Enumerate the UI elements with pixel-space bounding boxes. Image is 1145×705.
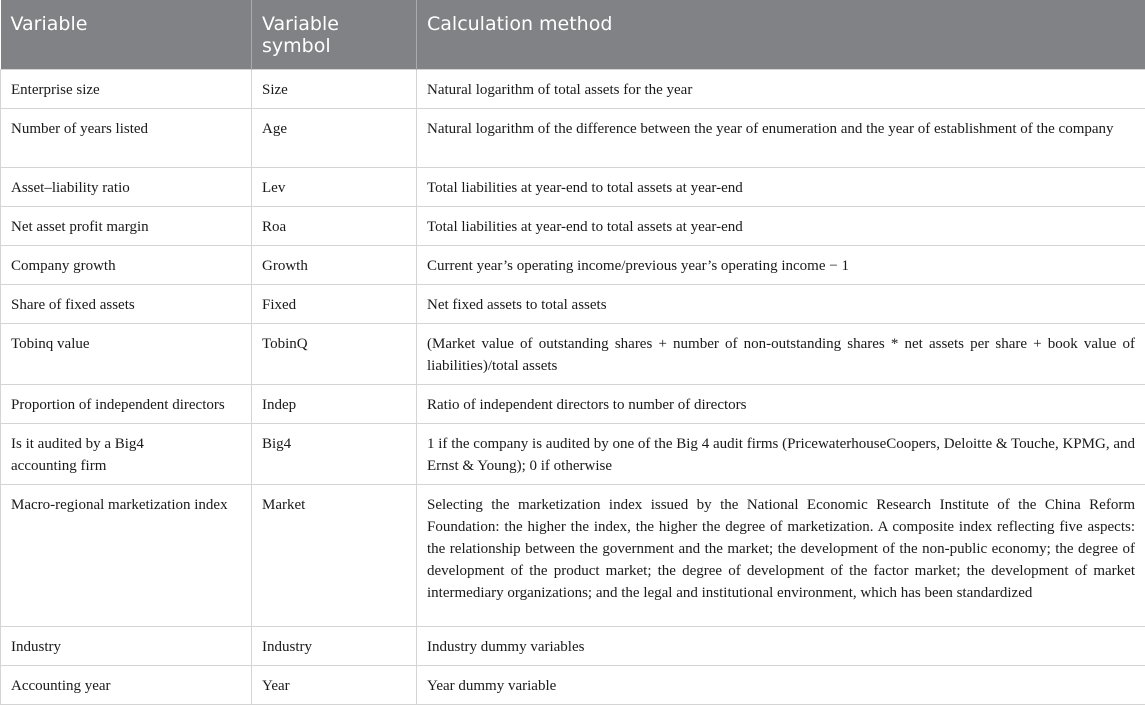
symbol-cell: Growth (252, 246, 417, 285)
method-cell: Natural logarithm of the difference between the year of enumeration and the year of establishment of the company (417, 109, 1145, 168)
method-cell: Total liabilities at year-end to total assets at year-end (417, 207, 1145, 246)
symbol-cell: Indep (252, 385, 417, 424)
table-header (1, 0, 1145, 70)
symbol-cell: Fixed (252, 285, 417, 324)
symbol-cell: Market (252, 485, 417, 627)
header-row (1, 0, 1145, 70)
table-row (1, 385, 1145, 424)
variable-cell: Proportion of independent directors (1, 385, 252, 424)
header-calculation-method: Calculation method (417, 0, 1145, 70)
table-row (1, 109, 1145, 168)
table-row (1, 627, 1145, 666)
method-cell: Ratio of independent directors to number of directors (417, 385, 1145, 424)
variable-cell: Tobinq value (1, 324, 252, 385)
table-row (1, 246, 1145, 285)
symbol-cell: Year (252, 666, 417, 705)
method-cell: Industry dummy variables (417, 627, 1145, 666)
variable-cell: Asset–liability ratio (1, 168, 252, 207)
table-row (1, 207, 1145, 246)
variable-cell: Share of fixed assets (1, 285, 252, 324)
symbol-cell: Size (252, 70, 417, 109)
header-variable: Variable (1, 0, 252, 70)
method-cell: Total liabilities at year-end to total assets at year-end (417, 168, 1145, 207)
method-cell: Natural logarithm of total assets for the year (417, 70, 1145, 109)
variable-cell: Macro-regional marketization index (1, 485, 252, 627)
symbol-cell: Industry (252, 627, 417, 666)
symbol-cell: Age (252, 109, 417, 168)
symbol-cell: Roa (252, 207, 417, 246)
method-cell: Current year’s operating income/previous year’s operating income − 1 (417, 246, 1145, 285)
variable-cell: Net asset profit margin (1, 207, 252, 246)
variable-cell: Accounting year (1, 666, 252, 705)
header-variable-symbol: Variable symbol (252, 0, 417, 70)
table-row (1, 424, 1145, 485)
method-cell: 1 if the company is audited by one of the Big 4 audit firms (PricewaterhouseCoopers, Deloitte & Touche, KPMG, and Ernst & Young); 0 if otherwise (417, 424, 1145, 485)
symbol-cell: TobinQ (252, 324, 417, 385)
method-cell: Selecting the marketization index issued by the National Economic Research Institute of the China Reform Foundation: the higher the index, the higher the degree of marketization. A composite index reflecting five aspects: the relationship between the government and the market; the development of the non-public economy; the degree of development of the product market; the degree of development of the factor market; the development of market intermediary organizations; and the legal and institutional environment, which has been standardized (417, 485, 1145, 627)
symbol-cell: Big4 (252, 424, 417, 485)
method-cell: Year dummy variable (417, 666, 1145, 705)
variable-cell: Number of years listed (1, 109, 252, 168)
table-body (1, 70, 1145, 705)
table-row (1, 285, 1145, 324)
table-row (1, 70, 1145, 109)
variable-cell: Company growth (1, 246, 252, 285)
variable-cell: Is it audited by a Big4 accounting firm (1, 424, 252, 485)
table-row (1, 168, 1145, 207)
table-row (1, 324, 1145, 385)
variable-cell: Industry (1, 627, 252, 666)
variable-cell: Enterprise size (1, 70, 252, 109)
table-row (1, 485, 1145, 627)
method-cell: (Market value of outstanding shares + number of non-outstanding shares * net assets per share + book value of liabilities)/total assets (417, 324, 1145, 385)
symbol-cell: Lev (252, 168, 417, 207)
method-cell: Net fixed assets to total assets (417, 285, 1145, 324)
